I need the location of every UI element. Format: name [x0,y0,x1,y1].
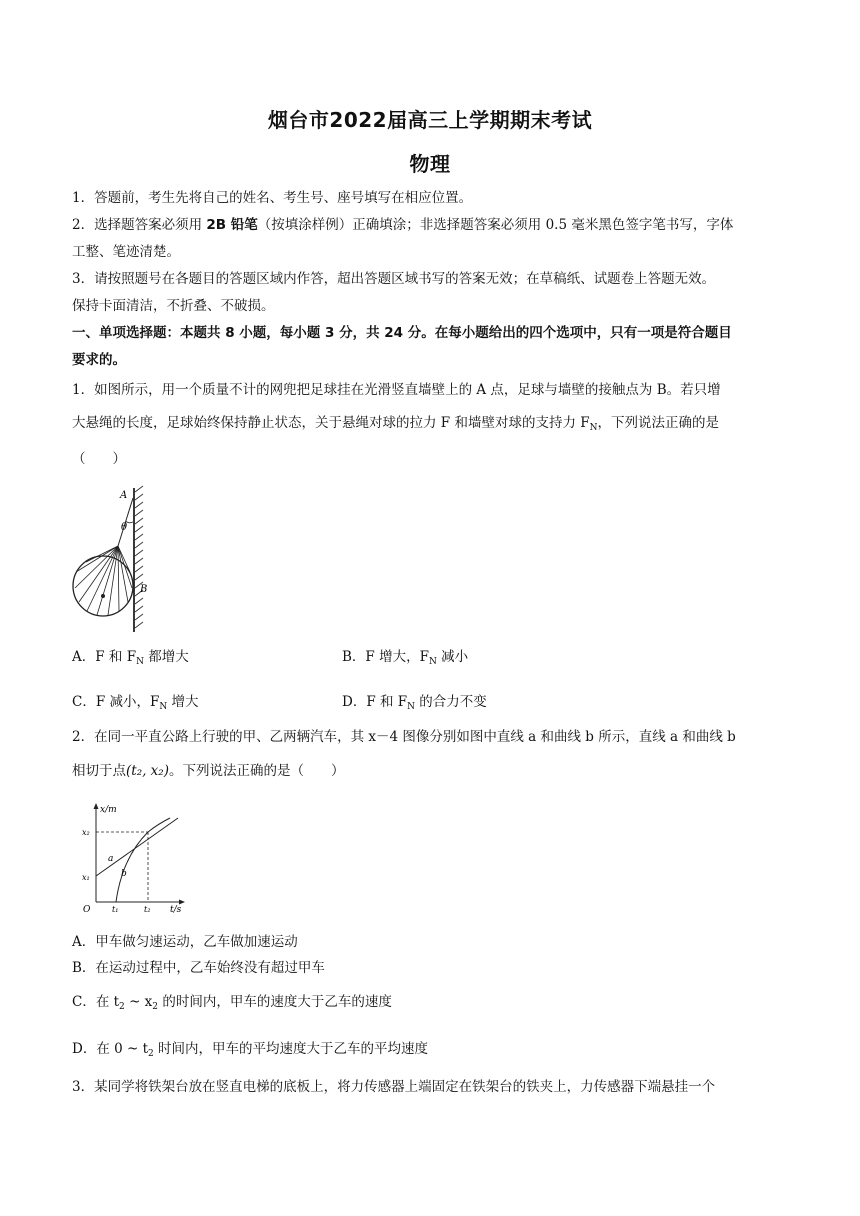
exam-title: 烟台市2022届高三上学期期末考试 [267,108,593,132]
q2-y-tick-x1: x₁ [82,873,90,882]
q1-option-a-sub: N [136,657,144,667]
q1-stem-line1: 1．如图所示，用一个质量不计的网兜把足球挂在光滑竖直墙壁上的 A 点，足球与墙壁的接触点为 B。若只增 [72,382,721,398]
q1-option-d-pre: D．F 和 F [342,694,408,710]
q1-stem-line2-pre: 大悬绳的长度，足球始终保持静止状态，关于悬绳对球的拉力 F 和墙壁对球的支持力 F [72,415,590,431]
q2-option-d-sub: 2 [148,1049,154,1059]
q2-option-a: A．甲车做匀速运动，乙车做加速运动 [72,934,298,950]
q2-option-d-post: 时间内，甲车的平均速度大于乙车的平均速度 [153,1041,429,1057]
q1-option-d-post: 的合力不变 [415,694,487,710]
q1-figure-label-b: B [140,584,148,595]
instruction-2-post: （按填涂样例）正确填涂；非选择题答案必须用 0.5 毫米黑色签字笔书写，字体 [257,217,734,233]
q2-option-c-pre: C．在 t [72,994,120,1010]
q2-graph [78,800,190,918]
q2-option-c [72,993,392,1016]
q1-option-c-sub: N [159,702,168,712]
q2-tangent-point: (t₂, x₂) [126,763,169,779]
q1-figure [70,484,160,649]
q2-stem-line2 [72,762,344,780]
q2-option-c-sub1: 2 [119,1002,125,1012]
instruction-2 [72,216,733,234]
q2-curve-label-a: a [108,854,114,864]
q2-option-c-mid: ~ x [124,994,153,1010]
q1-option-d-sub: N [407,702,416,712]
q1-stem-line2-post: ，下列说法正确的是 [597,415,719,431]
q1-option-c [72,690,199,712]
q2-y-axis-label: x/m [100,805,117,815]
q2-origin-label: O [83,905,91,915]
subject-title: 物理 [409,152,451,176]
q2-x-tick-t1: t₁ [112,905,119,914]
q1-answer-paren: （ ） [72,451,126,467]
q2-stem-line2-pre: 相切于点 [72,763,126,779]
q1-stem-sub-n: N [589,423,598,433]
q1-stem-line2 [72,414,719,437]
q2-curve-label-b: b [121,869,127,879]
q2-stem-line2-post: 。下列说法正确的是（ ） [168,763,345,779]
q1-option-a [72,645,189,667]
q1-option-a-post: 都增大 [143,649,189,665]
q1-option-b [342,645,468,667]
q3-stem-line1: 3．某同学将铁架台放在竖直电梯的底板上，将力传感器上端固定在铁架台的铁夹上，力传感器下端悬挂一个 [72,1079,716,1095]
q2-option-c-sub2: 2 [152,1002,159,1012]
q1-figure-label-theta: θ [121,522,128,533]
section-header-line1: 一、单项选择题：本题共 8 小题，每小题 3 分，共 24 分。在每小题给出的四个选项中，只有一项是符合题目 [72,325,732,341]
section-header-line2: 要求的。 [72,352,126,368]
q1-option-c-pre: C．F 减小，F [72,694,160,710]
q1-option-a-pre: A．F 和 F [72,649,137,665]
instruction-3: 3．请按照题号在各题目的答题区域内作答，超出答题区域书写的答案无效；在草稿纸、试题卷上答题无效。 [72,271,716,287]
q1-option-b-pre: B．F 增大，F [342,649,429,665]
q2-option-b: B．在运动过程中，乙车始终没有超过甲车 [72,960,325,976]
q1-option-b-sub: N [428,657,437,667]
q2-stem-line1: 2．在同一平直公路上行驶的甲、乙两辆汽车，其 x－4 图像分别如图中直线 a 和曲线 b 所示，直线 a 和曲线 b [72,729,736,745]
q2-option-c-post: 的时间内，甲车的速度大于乙车的速度 [158,994,392,1010]
instruction-1: 1．答题前，考生先将自己的姓名、考生号、座号填写在相应位置。 [72,190,473,206]
q2-x-tick-t2: t₂ [144,905,151,914]
instruction-2-bold: 2B 铅笔 [206,217,258,233]
q2-option-d [72,1040,428,1063]
q1-figure-label-a: A [120,490,128,501]
q2-option-d-pre: D．在 0 ~ t [72,1041,149,1057]
q2-x-axis-label: t/s [170,905,182,915]
instruction-2-cont: 工整、笔迹清楚。 [72,244,180,260]
q1-option-b-post: 减小 [436,649,469,665]
instruction-3-cont: 保持卡面清洁，不折叠、不破损。 [72,298,275,314]
q1-option-c-post: 增大 [167,694,199,710]
q2-y-tick-x2: x₂ [82,828,90,837]
instruction-2-pre: 2．选择题答案必须用 [72,217,207,233]
q1-option-d [342,690,487,712]
